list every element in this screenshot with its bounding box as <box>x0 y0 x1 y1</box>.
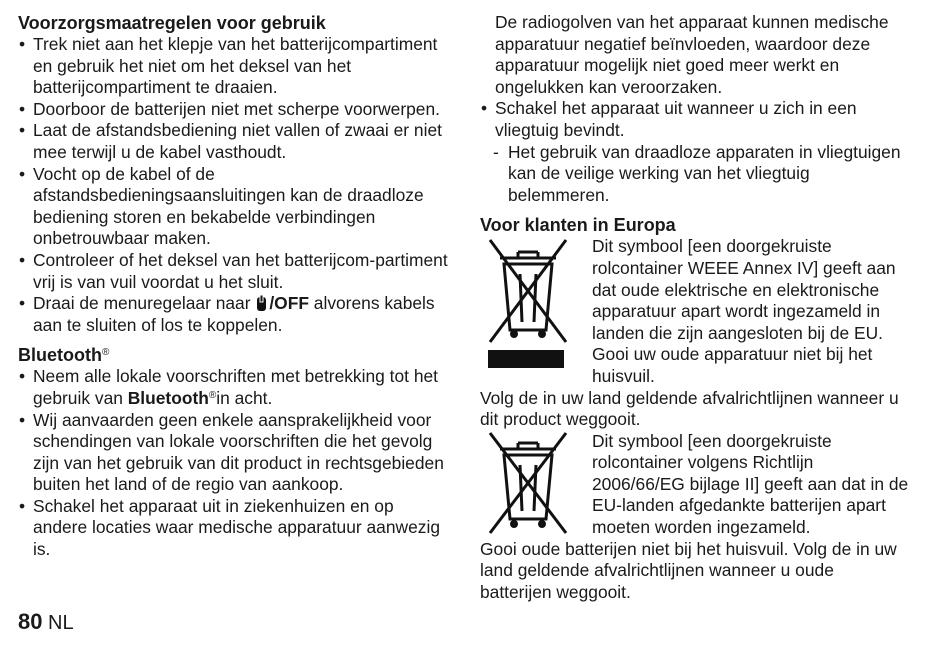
weee-text: Dit symbool [een doorgekruiste rolcontainer WEEE Annex IV] geeft aan dat oude elektrische en elektronische apparatuur apart wordt ingezameld in landen die zijn aangesloten bij de EU. Gooi uw oude apparatuur niet bij het huisvuil. <box>592 236 896 386</box>
page-footer <box>18 610 74 635</box>
list-item: • Neem alle lokale voorschriften met betrekking tot het gebruik van Bluetooth®in acht. <box>18 366 448 409</box>
off-label: /OFF <box>269 293 309 314</box>
black-bar <box>488 350 564 368</box>
list-item: • Schakel het apparaat uit in ziekenhuizen en op andere locaties waar medische apparatuur aanwezig is. <box>18 496 448 561</box>
continued-paragraph: De radiogolven van het apparaat kunnen medische apparatuur negatief beïnvloeden, waardoor deze apparatuur mogelijk niet goed meer werkt en ongelukken kan veroorzaken. <box>495 12 889 97</box>
precautions-list <box>18 34 448 336</box>
battery-follow-text: Gooi oude batterijen niet bij het huisvuil. Volg de in uw land geldende afvalrichtlijnen wanneer u oude batterijen weggooit. <box>480 538 897 602</box>
crossed-bin-icon <box>480 431 576 537</box>
weee-follow-text: Volg de in uw land geldende afvalrichtlijnen wanneer u dit product weggooit. <box>480 387 899 430</box>
precautions-heading: Voorzorgsmaatregelen voor gebruik <box>18 13 326 33</box>
bluetooth-list <box>18 366 448 560</box>
power-switch-icon <box>256 295 267 312</box>
list-item: • Vocht op de kabel of de afstandsbedieningsaansluitingen kan de draadloze bediening storen en bekabelde verbindingen onbetrouwbaar maken. <box>18 164 448 250</box>
bluetooth-heading: Bluetooth® <box>18 345 110 366</box>
battery-block <box>480 431 910 539</box>
list-item: • Draai de menuregelaar naar /OFF alvorens kabels aan te sluiten of los te koppelen. <box>18 293 448 336</box>
crossed-bin-icon <box>480 238 576 348</box>
right-column <box>480 12 910 603</box>
list-item: • Wij aanvaarden geen enkele aansprakelijkheid voor schendingen van lokale voorschriften die het gevolg zijn van het gebruik van dit product in rechtsgebieden buiten het land of de regio van aankoop. <box>18 410 448 496</box>
language-code: NL <box>48 612 74 634</box>
airplane-list <box>480 98 910 206</box>
europe-heading: Voor klanten in Europa <box>480 215 676 236</box>
list-item: • Schakel het apparaat uit wanneer u zich in een vliegtuig bevindt. <box>480 98 910 141</box>
sub-item: - Het gebruik van draadloze apparaten in vliegtuigen kan de veilige werking van het vliegtuig belemmeren. <box>480 142 910 207</box>
weee-block <box>480 236 910 387</box>
list-item: • Doorboor de batterijen niet met scherpe voorwerpen. <box>18 99 448 121</box>
list-item: • Controleer of het deksel van het batterijcom-partiment vrij is van vuil voordat u het sluit. <box>18 250 448 293</box>
list-item: • Laat de afstandsbediening niet vallen of zwaai er niet mee terwijl u de kabel vasthoudt. <box>18 120 448 163</box>
left-column <box>18 12 448 561</box>
battery-text: Dit symbool [een doorgekruiste rolcontainer volgens Richtlijn 2006/66/EG bijlage II] geeft aan dat in de EU-landen afgedankte batterijen apart moeten worden ingezameld. <box>592 430 909 538</box>
page-number: 80 <box>18 609 43 634</box>
list-item: • Trek niet aan het klepje van het batterijcompartiment en gebruik het niet om het deksel van het batterijcompartiment te draaien. <box>18 34 448 99</box>
